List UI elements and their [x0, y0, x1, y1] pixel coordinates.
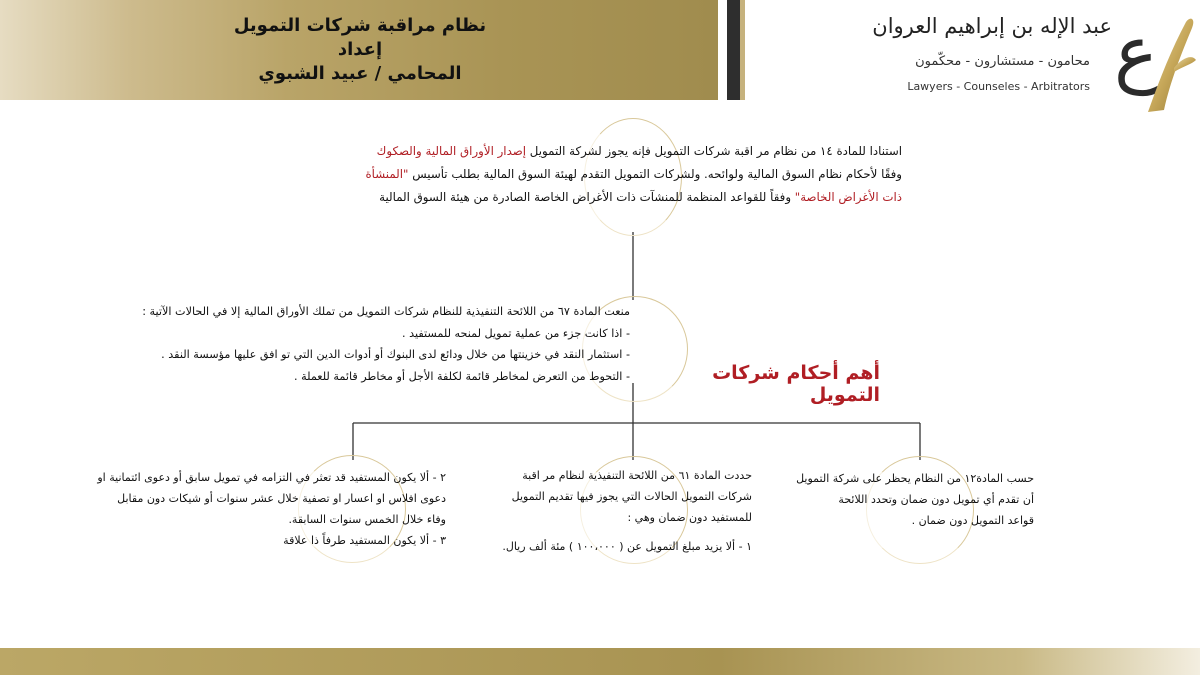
article-14-highlight-spv: "المنشأة ذات الأغراض الخاصة" — [365, 167, 902, 204]
article-14-highlight-securities: إصدار الأوراق المالية والصكوك — [376, 144, 527, 158]
condition-3-line: ٣ - ألا يكون المستفيد طرفاً ذا علاقة — [283, 534, 446, 547]
main-heading: أهم أحكام شركات التمويل — [712, 362, 880, 406]
condition-2-line-2: دعوى افلاس او اعسار او تصفية خلال عشر سنوات أو شيكات دون مقابل — [117, 492, 446, 505]
article-67-line-4: - التحوط من التعرض لمخاطر قائمة لكلفة الأجل أو مخاطر قائمة للعملة . — [294, 369, 630, 383]
article-12-line-3: قواعد التمويل دون ضمان . — [911, 514, 1034, 527]
title-line-1: نظام مراقبة شركات التمويل — [233, 15, 487, 36]
condition-2-line-3: وفاء خلال الخمس سنوات السابقة. — [288, 513, 446, 526]
article-12-line-2: أن تقدم أي تمويل دون ضمان وتحدد اللائحة — [838, 493, 1034, 506]
article-67-line-3: - استثمار النقد في خزينتها من خلال ودائع لدى البنوك أو أدوات الدين التي تو افق عليها مؤسسة النقد . — [161, 348, 630, 361]
firm-name: عبد الإله بن إبراهيم العروان — [872, 14, 1112, 38]
article-14-part-1: استنادا للمادة ١٤ من نظام مر اقبة شركات التمويل فإنه يجوز لشركة التمويل — [526, 144, 902, 158]
article-67-line-1: منعت المادة ٦٧ من اللائحة التنفيذية للنظام شركات التمويل من تملك الأوراق المالية إلا في الحالات الآتية : — [142, 305, 630, 318]
firm-english-subtitle: Lawyers - Counseles - Arbitrators — [907, 80, 1090, 93]
article-12-text — [760, 468, 1034, 531]
article-14-part-3: وفقاً للقواعد المنظمة للمنشآت ذات الأغراض الخاصة الصادرة من هيئة السوق المالية — [379, 190, 795, 204]
condition-2-line-1: ٢ - ألا يكون المستفيد قد تعثر في التزامه في تمويل سابق أو دعوى ائتمانية او — [97, 471, 446, 484]
article-14-part-2: وفقًا لأحكام نظام السوق المالية ولوائحه. ولشركات التمويل التقدم لهيئة السوق المالية بطلب تأسيس — [408, 167, 902, 181]
article-61-line-3: للمستفيد دون ضمان وهي : — [627, 511, 752, 524]
title-line-3: المحامي / عبيد الشبوي — [258, 63, 462, 84]
article-61-line-2: شركات التمويل الحالات التي يجوز فيها تقديم التمويل — [511, 490, 752, 503]
article-12-line-1: حسب المادة١٢ من النظام يحظر على شركة التمويل — [796, 472, 1034, 485]
article-61-text — [442, 465, 752, 557]
article-67-text — [110, 301, 630, 387]
article-61-line-1: حددت المادة ٦١ من اللائحة التنفيذية لنظام مر اقبة — [522, 469, 752, 482]
title-line-2: إعداد — [337, 39, 383, 60]
article-67-line-2: - اذا كانت جزء من عملية تمويل لمنحه للمستفيد . — [402, 326, 630, 340]
article-61-line-4: ١ - ألا يزيد مبلغ التمويل عن ( ١٠٠،٠٠٠ ) مئة ألف ريال. — [502, 540, 752, 553]
firm-subtitle: محامون - مستشارون - محكّمون — [915, 54, 1090, 69]
footer-bar — [0, 648, 1200, 675]
logo-glyph: ع — [1114, 10, 1159, 96]
article-14-text — [360, 140, 902, 209]
article-61-conditions-text — [64, 467, 446, 551]
